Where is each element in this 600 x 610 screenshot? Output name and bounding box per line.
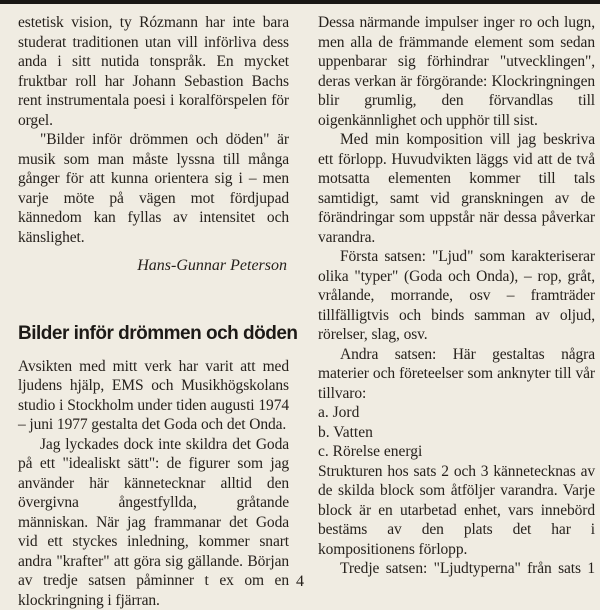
paragraph: Andra satsen: Här gestaltas några materier och företeelser som anknyter till vår tillvaro: — [318, 345, 595, 404]
page-number: 4 — [0, 572, 600, 591]
paragraph-continued: Dessa närmande impulser inger ro och lugn, men alla de främmande element som sedan uppenbarar sig förhindrar "utvecklingen", deras verkan är förgörande: Klockringningen blir grumlig, den förvandlas till oigenkännlighet och upphör till sist. — [318, 13, 595, 130]
scan-top-edge — [0, 0, 600, 4]
paragraph: Strukturen hos sats 2 och 3 kännetecknas av de skilda block som åtföljer varandra. Varje block är en utarbetad enhet, vars innebörd bestäms av den plats det har i kompositionens förlopp. — [318, 462, 595, 560]
lettered-list — [318, 403, 595, 462]
byline: Hans-Gunnar Peterson — [18, 256, 287, 276]
list-item: a. Jord — [318, 403, 595, 423]
paragraph: "Bilder inför drömmen och döden" är musik som man måste lyssna till många gånger för att kunna orientera sig i – men varje möte på vägen mot fördjupad kännedom kan fyllas av intensitet och känslighet. — [18, 130, 289, 247]
right-column — [318, 13, 595, 579]
section-heading: Bilder inför drömmen och döden — [18, 322, 289, 345]
paragraph: Jag lyckades dock inte skildra det Goda på ett "idealiskt sätt": de figurer som jag använder här kännetecknar alltid den övergivna ångestfyllda, gråtande människan. När jag frammanar det Goda vid ett styckes inledning, kommer snart andra "krafter" att göra sig gällande. Början av tredje satsen påminner t ex om en klockringning i fjärran. — [18, 435, 289, 610]
paragraph-continues-next-page: Tredje satsen: "Ljudtyperna" från sats 1 — [318, 559, 595, 579]
left-column — [18, 13, 289, 610]
paragraph: Med min komposition vill jag beskriva ett förlopp. Huvudvikten läggs vid att de två motsatta elementen kommer till tals samtidigt, samt vid granskningen av de förändringar som uppstår när dessa påverkar varandra. — [318, 130, 595, 247]
list-item: b. Vatten — [318, 423, 595, 443]
paragraph: Första satsen: "Ljud" som karakteriserar olika "typer" (Goda och Onda), – rop, gråt, vrålande, morrande, osv – framträder tillfälligtvis och binds samman av oljud, rörelser, slag, osv. — [318, 247, 595, 345]
paragraph-continued: estetisk vision, ty Rózmann har inte bara studerat traditionen utan vill införliva dess anda i sitt nutida tonspråk. En mycket fruktbar roll har Johann Sebastion Bachs rent instrumentala poesi i koralförspelen för orgel. — [18, 13, 289, 130]
list-item: c. Rörelse energi — [318, 442, 595, 462]
paragraph: Avsikten med mitt verk har varit att med ljudens hjälp, EMS och Musikhögskolans studio i Stockholm under tiden augusti 1974 – juni 1977 gestalta det Goda och det Onda. — [18, 357, 289, 435]
